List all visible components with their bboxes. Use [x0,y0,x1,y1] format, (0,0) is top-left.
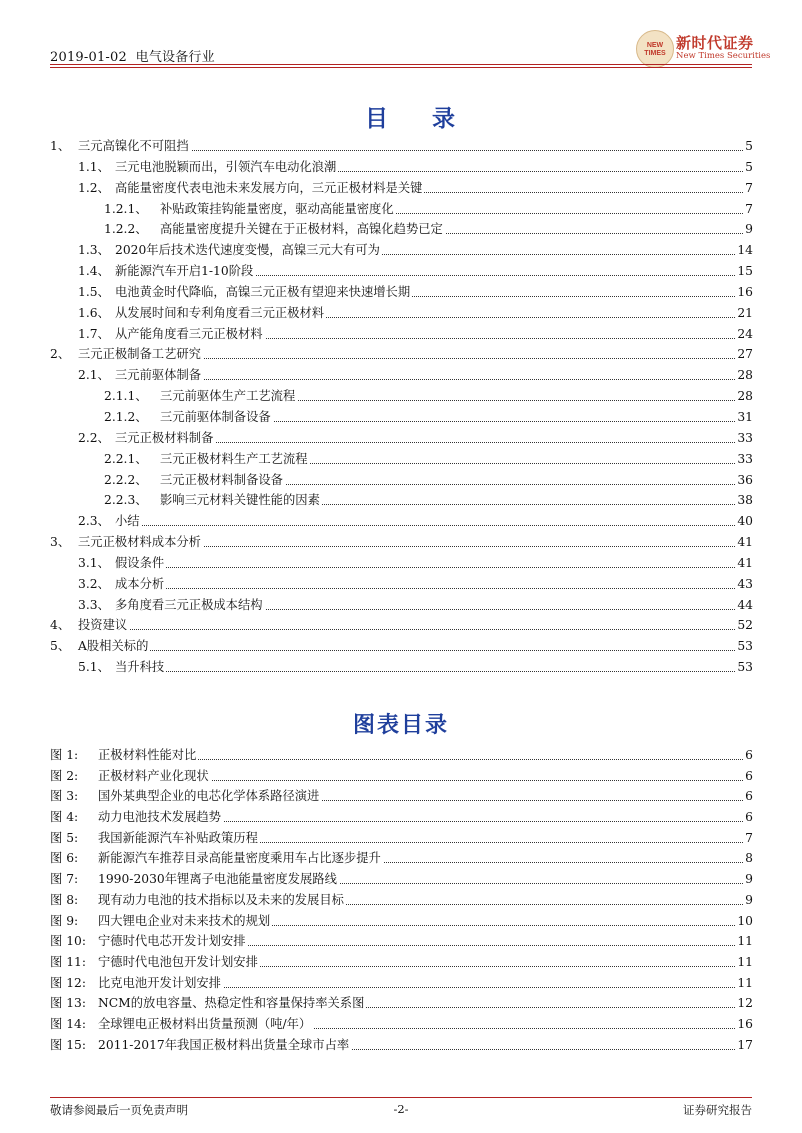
figure-entry[interactable] [0,828,802,849]
toc-entry-number: 2.2.1、 [104,451,148,466]
toc-entry-number: 1.1、 [78,159,110,174]
toc-entry-number: 3、 [50,535,71,550]
figure-entry-number: 图 10: [50,934,86,949]
figure-entry-page[interactable]: 17 [735,1035,753,1056]
toc-entry[interactable] [0,261,802,282]
figure-entry-title[interactable]: 正极材料产业化现状 [98,766,211,787]
toc-entry-number: 2、 [50,347,71,362]
figure-entry[interactable] [0,931,802,952]
toc-entry[interactable] [0,449,802,470]
toc-entry[interactable] [0,282,802,303]
figure-entry-title[interactable]: 我国新能源汽车补贴政策历程 [98,828,260,849]
toc-entry-number: 2.1.2、 [104,409,148,424]
figure-entry-page[interactable]: 6 [743,766,753,787]
toc-entry-number: 2.2.3、 [104,493,148,508]
toc-entry-number: 2.3、 [78,514,110,529]
toc-leader-dots [115,567,753,568]
toc-entry-number: 5、 [50,639,71,654]
figure-entry[interactable] [0,786,802,807]
figure-entry-page[interactable]: 9 [743,890,753,911]
toc-entry[interactable] [0,657,802,678]
toc-entry-page[interactable]: 41 [735,553,753,574]
toc-list [0,136,802,678]
toc-entry[interactable] [0,636,802,657]
figure-entry-page[interactable]: 11 [735,931,753,952]
toc-entry[interactable] [0,240,802,261]
toc-entry-page[interactable]: 5 [743,157,753,178]
figure-entry-title[interactable]: 全球锂电正极材料出货量预测（吨/年） [98,1014,313,1035]
figure-entry-number: 图 2: [50,768,79,783]
figure-entry-page[interactable]: 6 [743,786,753,807]
industry-name: 电气设备行业 [135,50,215,65]
figure-entry-number: 图 8: [50,892,79,907]
figure-entry[interactable] [0,993,802,1014]
toc-entry[interactable] [0,324,802,345]
toc-entry-page[interactable]: 31 [735,407,753,428]
toc-entry-page[interactable]: 7 [743,178,753,199]
toc-entry-page[interactable]: 41 [735,532,753,553]
toc-entry-title[interactable]: 电池黄金时代降临，高镍三元正极有望迎来快速增长期 [115,282,412,303]
figure-entry-number: 图 13: [50,996,86,1011]
toc-entry-page[interactable]: 15 [735,261,753,282]
figure-entry-page[interactable]: 9 [743,869,753,890]
figure-entry-number: 图 15: [50,1037,86,1052]
footer-page-number: -2- [393,1102,409,1116]
figure-list-title: 图表目录 [352,713,449,738]
company-logo [636,30,771,66]
figure-entry-title[interactable]: 现有动力电池的技术指标以及未来的发展目标 [98,890,346,911]
toc-entry[interactable] [0,303,802,324]
figure-entry-title[interactable]: 宁德时代电池包开发计划安排 [98,952,260,973]
toc-entry-number: 1.4、 [78,264,110,279]
toc-entry[interactable] [0,595,802,616]
figure-entry-number: 图 3: [50,789,79,804]
toc-entry-number: 4、 [50,618,71,633]
toc-entry-title[interactable]: 假设条件 [115,553,166,574]
figure-entry-title[interactable]: 国外某典型企业的电芯化学体系路径演进 [98,786,321,807]
toc-entry-title[interactable]: 从产能角度看三元正极材料 [115,324,265,345]
figure-entry-number: 图 12: [50,975,86,990]
footer-disclaimer[interactable]: 敬请参阅最后一页免责声明 [50,1103,188,1117]
figure-entry-title[interactable]: NCM的放电容量、热稳定性和容量保持率关系图 [98,993,366,1014]
toc-entry-page[interactable]: 14 [735,240,753,261]
toc-entry-title[interactable]: 影响三元材料关键性能的因素 [160,490,322,511]
figure-entry-number: 图 11: [50,954,86,969]
figure-entry-title[interactable]: 四大锂电企业对未来技术的规划 [98,911,272,932]
figure-entry-page[interactable]: 8 [743,848,753,869]
logo-badge-icon [636,30,674,68]
report-header-date [50,46,215,65]
figure-entry[interactable] [0,745,802,766]
figure-entry-page[interactable]: 6 [743,807,753,828]
toc-entry-number: 2.2.2、 [104,472,148,487]
toc-entry-number: 2.1、 [78,368,110,383]
toc-entry-page[interactable]: 24 [735,324,753,345]
figure-entry[interactable] [0,848,802,869]
toc-entry-title[interactable]: 三元前驱体制备设备 [160,407,273,428]
figure-entry-title[interactable]: 动力电池技术发展趋势 [98,807,223,828]
figure-entry-number: 图 6: [50,851,79,866]
toc-entry-page[interactable]: 33 [735,449,753,470]
toc-leader-dots [78,629,753,630]
toc-entry-title[interactable]: 三元正极材料生产工艺流程 [160,449,310,470]
toc-entry-title[interactable]: 成本分析 [115,574,166,595]
toc-entry-title[interactable]: 投资建议 [78,615,129,636]
toc-entry-number: 3.1、 [78,555,110,570]
toc-entry-title[interactable]: 三元高镍化不可阻挡 [78,136,191,157]
toc-entry-number: 1.5、 [78,284,110,299]
figure-entry-title[interactable]: 正极材料性能对比 [98,745,198,766]
toc-entry-number: 2.1.1、 [104,389,148,404]
toc-entry-page[interactable]: 16 [735,282,753,303]
toc-entry[interactable] [0,615,802,636]
toc-entry-number: 1、 [50,139,71,153]
header-divider-thin [50,67,752,68]
toc-entry-number: 1.6、 [78,305,110,320]
figure-entry-title[interactable]: 新能源汽车推荐目录高能量密度乘用车占比逐步提升 [98,848,383,869]
toc-entry-title[interactable]: 从发展时间和专利角度看三元正极材料 [115,303,326,324]
toc-entry-page[interactable]: 28 [735,386,753,407]
toc-entry-page[interactable]: 27 [735,344,753,365]
toc-entry-page[interactable]: 53 [735,657,753,678]
toc-entry-page[interactable]: 40 [735,511,753,532]
toc-entry-page[interactable]: 44 [735,595,753,616]
logo-badge-line: NEW [646,42,664,49]
toc-entry-title[interactable]: 三元前驱体制备 [115,365,203,386]
toc-entry-page[interactable]: 33 [735,428,753,449]
toc-entry[interactable] [0,386,802,407]
figure-entry-title[interactable]: 宁德时代电芯开发计划安排 [98,931,248,952]
toc-entry[interactable] [0,553,802,574]
toc-entry-title[interactable]: 高能量密度代表电池未来发展方向，三元正极材料是关键 [115,178,424,199]
toc-entry-number: 3.2、 [78,576,110,591]
toc-entry-title[interactable]: 补贴政策挂钩能量密度，驱动高能量密度化 [160,199,396,220]
toc-entry-page[interactable]: 28 [735,365,753,386]
toc-entry-title[interactable]: 三元正极材料制备设备 [160,470,285,491]
toc-leader-dots [115,525,753,526]
figure-entry-page[interactable]: 11 [735,952,753,973]
toc-leader-dots [78,650,753,651]
figure-entry-page[interactable]: 6 [743,745,753,766]
toc-entry-number: 1.7、 [78,326,110,341]
toc-entry-page[interactable]: 9 [743,219,753,240]
toc-entry-page[interactable]: 52 [735,615,753,636]
figure-entry-page[interactable]: 16 [735,1014,753,1035]
toc-entry-title[interactable]: 多角度看三元正极成本结构 [115,595,265,616]
figure-entry-page[interactable]: 7 [743,828,753,849]
toc-entry[interactable] [0,532,802,553]
toc-entry[interactable] [0,470,802,491]
toc-leader-dots [115,671,753,672]
toc-entry-page[interactable]: 21 [735,303,753,324]
figure-entry-title[interactable]: 比克电池开发计划安排 [98,973,223,994]
toc-entry-title[interactable]: A股相关标的 [78,636,150,657]
toc-entry[interactable] [0,407,802,428]
figure-entry-number: 图 14: [50,1016,86,1031]
figure-entry-number: 图 9: [50,913,79,928]
figure-entry[interactable] [0,807,802,828]
toc-leader-dots [115,588,753,589]
toc-entry-title[interactable]: 高能量密度提升关键在于正极材料，高镍化趋势已定 [160,219,445,240]
toc-entry-number: 3.3、 [78,597,110,612]
toc-entry-title[interactable]: 新能源汽车开启1-10阶段 [115,261,255,282]
toc-entry-page[interactable]: 43 [735,574,753,595]
logo-badge-line: TIMES [644,50,666,57]
figure-entry-page[interactable]: 10 [735,911,753,932]
toc-entry-title[interactable]: 小结 [115,511,142,532]
toc-entry-number: 1.3、 [78,243,110,258]
figure-entry-number: 图 7: [50,872,79,887]
toc-entry-page[interactable]: 7 [743,199,753,220]
figure-entry[interactable] [0,766,802,787]
toc-entry-page[interactable]: 36 [735,470,753,491]
figure-entry-title[interactable]: 1990-2030年锂离子电池能量密度发展路线 [98,869,339,890]
figure-entry[interactable] [0,1035,802,1056]
figure-entry[interactable] [0,911,802,932]
toc-entry-title[interactable]: 三元正极材料成本分析 [78,532,203,553]
figure-entry-number: 图 1: [50,748,79,762]
toc-entry[interactable] [0,199,802,220]
toc-entry-page[interactable]: 5 [743,136,753,157]
company-name-en: New Times Securities [676,51,771,61]
figure-entry[interactable] [0,952,802,973]
toc-entry-page[interactable]: 38 [735,490,753,511]
company-name: 新时代证券 [676,34,754,52]
toc-entry-title[interactable]: 三元正极材料制备 [115,428,215,449]
toc-entry-title[interactable]: 三元正极制备工艺研究 [78,344,203,365]
figure-entry-number: 图 5: [50,830,79,845]
figure-entry[interactable] [0,890,802,911]
toc-entry-title[interactable]: 2020年后技术迭代速度变慢，高镍三元大有可为 [115,240,382,261]
footer-report-type: 证券研究报告 [683,1103,752,1117]
figure-entry[interactable] [0,1014,802,1035]
toc-entry-title[interactable]: 当升科技 [115,657,166,678]
toc-entry-number: 5.1、 [78,660,110,675]
toc-entry-number: 1.2.2、 [104,222,148,237]
toc-entry[interactable] [0,157,802,178]
header-divider [50,64,752,65]
toc-entry-number: 2.2、 [78,430,110,445]
toc-entry[interactable] [0,511,802,532]
figure-entry-title[interactable]: 2011-2017年我国正极材料出货量全球市占率 [98,1035,351,1056]
toc-entry[interactable] [0,574,802,595]
toc-entry[interactable] [0,490,802,511]
figure-entry-page[interactable]: 12 [735,993,753,1014]
toc-entry[interactable] [0,365,802,386]
figure-entry[interactable] [0,869,802,890]
toc-entry[interactable] [0,136,802,157]
toc-entry[interactable] [0,178,802,199]
toc-entry-number: 1.2、 [78,180,110,195]
toc-entry-page[interactable]: 53 [735,636,753,657]
toc-leader-dots [115,379,753,380]
toc-entry[interactable] [0,428,802,449]
figure-entry-page[interactable]: 11 [735,973,753,994]
toc-entry-title[interactable]: 三元电池脱颖而出，引领汽车电动化浪潮 [115,157,338,178]
figure-entry[interactable] [0,973,802,994]
report-date: 2019-01-02 [50,50,127,65]
toc-title: 目 录 [364,106,473,132]
toc-entry-title[interactable]: 三元前驱体生产工艺流程 [160,386,297,407]
toc-entry[interactable] [0,344,802,365]
toc-entry[interactable] [0,219,802,240]
toc-entry-number: 1.2.1、 [104,201,148,216]
figure-list [0,745,802,1055]
figure-entry-number: 图 4: [50,810,79,825]
footer-divider [50,1097,752,1098]
